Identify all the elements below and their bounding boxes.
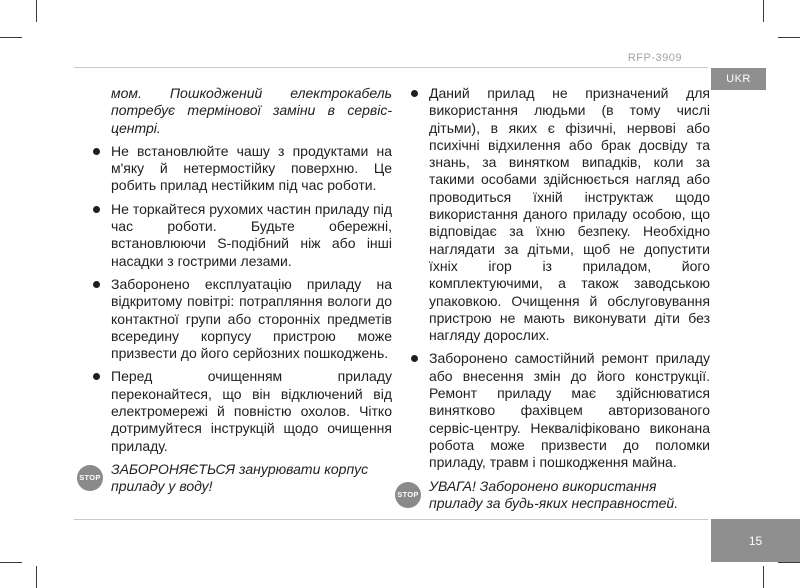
- model-number: RFP-3909: [627, 52, 682, 64]
- list-item: [410, 85, 710, 344]
- crop-mark: [763, 566, 764, 588]
- stop-warning-text: УВАГА! Заборонено використання приладу за будь-яких несправностей.: [429, 477, 679, 511]
- bullet-icon: [411, 90, 418, 97]
- right-column: [397, 85, 710, 512]
- page-number: 15: [711, 519, 800, 562]
- bullet-icon: [93, 206, 100, 213]
- language-tab: UKR: [711, 68, 766, 90]
- crop-mark: [0, 37, 22, 38]
- stop-icon: STOP: [77, 465, 103, 491]
- bullet-icon: [93, 281, 100, 288]
- list-item: [92, 368, 392, 454]
- crop-mark: [36, 566, 37, 588]
- stop-warning-text: ЗАБОРОНЯЄТЬСЯ занурювати корпус приладу у воду!: [111, 460, 369, 495]
- list-item-text: Даний прилад не призначений для використання людьми (в тому числі дітьми), в яких є фізичні, нервові або психічні відхилення або брак досвіду та знань, за винятком випадків, коли за такими особами здійснюється нагляд або проводиться їхній інструктаж щодо використання даного приладу особою, що відповідає за їхню безпеку. Необхідно наглядати за дітьми, щоб не допустити їхніх ігор із приладом, його комплектуючими, а також заводською упаковкою. Очищення й обслуговування пристрою не мають виконувати діти без нагляду дорослих.: [429, 85, 710, 344]
- bullet-icon: [93, 373, 100, 380]
- list-item-text: Не торкайтеся рухомих частин приладу під час роботи. Будьте обережні, встановлюючи S-подібний ніж або інші насадки з гострими лезами.: [111, 200, 392, 269]
- header-rule: [74, 67, 708, 68]
- list-item-text: Заборонено самостійний ремонт приладу або внесення змін до його конструкції. Ремонт приладу має здійснюватися винятково фахівцем авторизованого сервіс-центру. Некваліфіковано виконана робота може призвести до поломки приладу, травм і пошкодження майна.: [429, 350, 710, 471]
- list-item-text: Не встановлюйте чашу з продуктами на м'яку й нетермостійку поверхню. Це робить прилад нестійким під час роботи.: [111, 142, 392, 194]
- list-item: [410, 350, 710, 471]
- list-item-text: Перед очищенням приладу переконайтеся, що він відключений від електромережі й повністю охолов. Чітко дотримуйтеся інструкцій щодо очищення приладу.: [111, 368, 392, 454]
- bullet-icon: [411, 355, 418, 362]
- stop-warning: [397, 477, 710, 513]
- crop-mark: [778, 562, 800, 563]
- stop-icon: STOP: [395, 482, 421, 508]
- list-item: [92, 143, 392, 195]
- crop-mark: [0, 562, 22, 563]
- list-item: [92, 276, 392, 362]
- list-item: [92, 201, 392, 270]
- continuation-text: мом. Пошкоджений електрокабель потребує термінової заміни в сервіс-центрі.: [111, 85, 392, 136]
- footer-rule: [74, 519, 708, 520]
- left-column: [79, 85, 392, 496]
- bullet-icon: [93, 148, 100, 155]
- crop-mark: [778, 37, 800, 38]
- list-item-text: Заборонено експлуатацію приладу на відкритому повітрі: потрапляння вологи до контактної групи або сторонніх предметів всередину корпусу пристрою може призвести до його серйозних пошкоджень.: [111, 275, 392, 362]
- crop-mark: [36, 0, 37, 22]
- crop-mark: [763, 0, 764, 22]
- stop-warning: [79, 460, 392, 496]
